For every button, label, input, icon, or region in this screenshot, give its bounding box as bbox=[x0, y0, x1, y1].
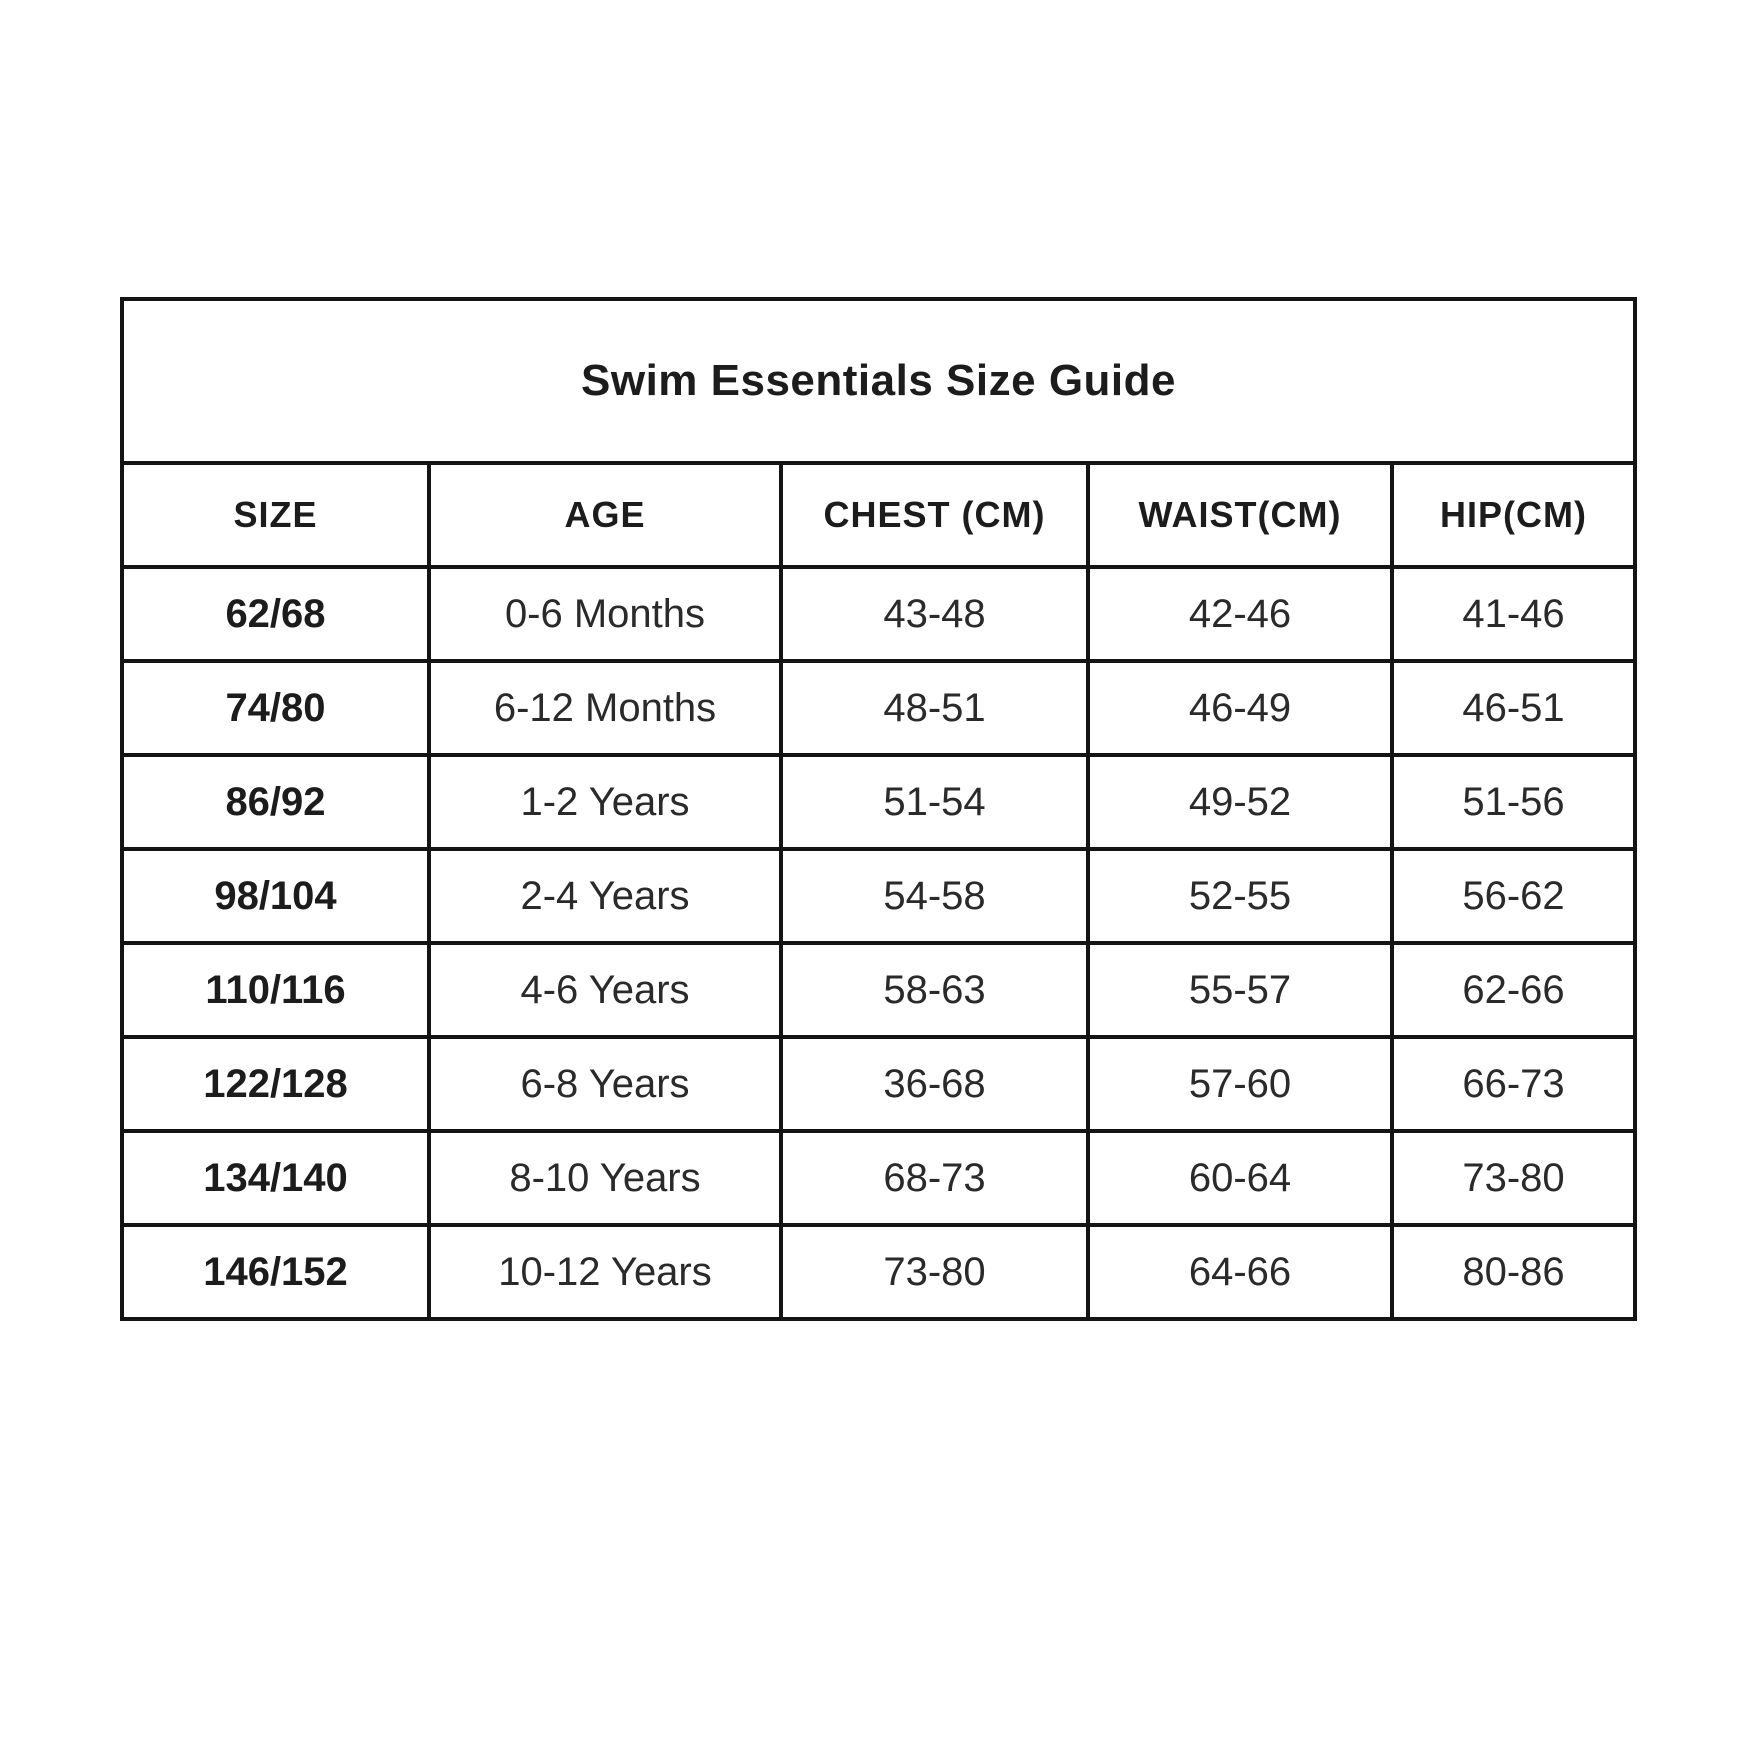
waist-cell: 49-52 bbox=[1088, 755, 1392, 849]
hip-cell: 62-66 bbox=[1392, 943, 1635, 1037]
waist-cell: 42-46 bbox=[1088, 567, 1392, 661]
table-row bbox=[122, 1037, 1635, 1131]
waist-cell: 55-57 bbox=[1088, 943, 1392, 1037]
size-cell: 86/92 bbox=[122, 755, 429, 849]
column-header-chest: CHEST (CM) bbox=[781, 463, 1088, 567]
waist-cell: 64-66 bbox=[1088, 1225, 1392, 1319]
waist-cell: 60-64 bbox=[1088, 1131, 1392, 1225]
waist-cell: 57-60 bbox=[1088, 1037, 1392, 1131]
age-cell: 8-10 Years bbox=[429, 1131, 781, 1225]
size-cell: 134/140 bbox=[122, 1131, 429, 1225]
hip-cell: 41-46 bbox=[1392, 567, 1635, 661]
size-cell: 122/128 bbox=[122, 1037, 429, 1131]
column-header-hip: HIP(CM) bbox=[1392, 463, 1635, 567]
table-row bbox=[122, 567, 1635, 661]
hip-cell: 46-51 bbox=[1392, 661, 1635, 755]
size-cell: 110/116 bbox=[122, 943, 429, 1037]
chest-cell: 36-68 bbox=[781, 1037, 1088, 1131]
size-cell: 62/68 bbox=[122, 567, 429, 661]
chest-cell: 58-63 bbox=[781, 943, 1088, 1037]
column-header-size: SIZE bbox=[122, 463, 429, 567]
table-row bbox=[122, 849, 1635, 943]
table-row bbox=[122, 755, 1635, 849]
chest-cell: 54-58 bbox=[781, 849, 1088, 943]
age-cell: 0-6 Months bbox=[429, 567, 781, 661]
hip-cell: 80-86 bbox=[1392, 1225, 1635, 1319]
table-title: Swim Essentials Size Guide bbox=[122, 299, 1635, 463]
table-row bbox=[122, 1131, 1635, 1225]
hip-cell: 73-80 bbox=[1392, 1131, 1635, 1225]
size-cell: 98/104 bbox=[122, 849, 429, 943]
table-title-row bbox=[122, 299, 1635, 463]
column-header-waist: WAIST(CM) bbox=[1088, 463, 1392, 567]
age-cell: 6-12 Months bbox=[429, 661, 781, 755]
chest-cell: 43-48 bbox=[781, 567, 1088, 661]
size-cell: 146/152 bbox=[122, 1225, 429, 1319]
table-row bbox=[122, 943, 1635, 1037]
table-row bbox=[122, 661, 1635, 755]
chest-cell: 73-80 bbox=[781, 1225, 1088, 1319]
hip-cell: 56-62 bbox=[1392, 849, 1635, 943]
waist-cell: 52-55 bbox=[1088, 849, 1392, 943]
hip-cell: 66-73 bbox=[1392, 1037, 1635, 1131]
column-header-age: AGE bbox=[429, 463, 781, 567]
age-cell: 6-8 Years bbox=[429, 1037, 781, 1131]
table-header-row bbox=[122, 463, 1635, 567]
age-cell: 1-2 Years bbox=[429, 755, 781, 849]
size-guide-table bbox=[120, 297, 1637, 1321]
table-row bbox=[122, 1225, 1635, 1319]
chest-cell: 51-54 bbox=[781, 755, 1088, 849]
waist-cell: 46-49 bbox=[1088, 661, 1392, 755]
age-cell: 2-4 Years bbox=[429, 849, 781, 943]
age-cell: 10-12 Years bbox=[429, 1225, 781, 1319]
size-cell: 74/80 bbox=[122, 661, 429, 755]
age-cell: 4-6 Years bbox=[429, 943, 781, 1037]
hip-cell: 51-56 bbox=[1392, 755, 1635, 849]
chest-cell: 48-51 bbox=[781, 661, 1088, 755]
chest-cell: 68-73 bbox=[781, 1131, 1088, 1225]
